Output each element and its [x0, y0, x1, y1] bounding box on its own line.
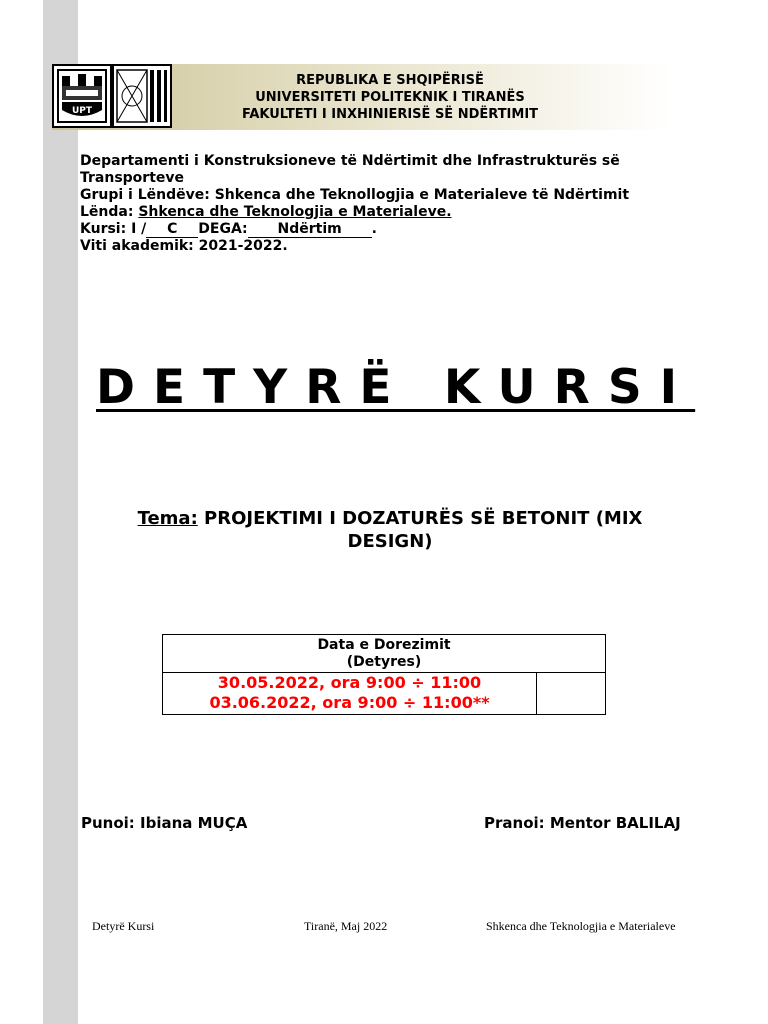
submission-header-title: Data e Dorezimit: [317, 637, 451, 653]
university-logo: [52, 64, 112, 128]
course-info: [80, 153, 680, 255]
header-faculty: FAKULTETI I INXHINIERISË SË NDËRTIMIT: [241, 107, 539, 122]
institution-header: [190, 72, 590, 123]
author-signature: Punoi: Ibiana MUÇA: [81, 814, 248, 832]
topic-text: PROJEKTIMI I DOZATURËS SË BETONIT (MIX DESIGN): [197, 508, 643, 552]
submission-dates: [163, 673, 537, 714]
subject-group: Grupi i Lëndëve: Shkenca dhe Teknollogjia e Materialeve të Ndërtimit: [80, 187, 630, 203]
submission-date-1: 30.05.2022, ora 9:00 ÷ 11:00: [217, 673, 482, 692]
castle-emblem-icon: [54, 66, 110, 126]
svg-text:UPT: UPT: [71, 106, 93, 116]
submission-header: [163, 635, 605, 673]
header-country: REPUBLIKA E SHQIPËRISË: [296, 73, 484, 88]
submission-table: [162, 634, 606, 715]
header-university: UNIVERSITETI POLITEKNIK I TIRANËS: [255, 90, 525, 105]
department-line-cont: Transporteve: [80, 170, 185, 186]
dega-value: Ndërtim: [248, 222, 372, 238]
subject-label: Lënda:: [80, 204, 139, 220]
subject-line: [80, 204, 680, 221]
course-value: C: [146, 222, 198, 238]
footer-right: Shkenca dhe Teknologjia e Materialeve: [486, 919, 676, 933]
academic-year: Viti akademik: 2021-2022.: [80, 238, 288, 254]
submission-date-2: 03.06.2022, ora 9:00 ÷ 11:00**: [209, 693, 490, 712]
building-frame-icon: [114, 66, 170, 126]
submission-header-sub: (Detyres): [346, 654, 422, 670]
mentor-signature: Pranoi: Mentor BALILAJ: [484, 814, 681, 832]
topic-label: Tema:: [137, 508, 198, 529]
page-margin-strip: [43, 0, 78, 1024]
course-label: Kursi: I /: [80, 221, 147, 237]
dega-label: DEGA:: [198, 221, 248, 237]
footer-center: Tiranë, Maj 2022: [304, 919, 388, 933]
topic: [110, 507, 670, 553]
subject-value: Shkenca dhe Teknologjia e Materialeve.: [138, 204, 452, 220]
course-line: Kursi: I / C DEGA: Ndërtim .: [80, 221, 377, 237]
faculty-logo: [112, 64, 172, 128]
footer-left: Detyrë Kursi: [92, 919, 155, 933]
page-title: DETYRË KURSI: [96, 360, 696, 415]
department-line: Departamenti i Konstruksioneve të Ndërtimit dhe Infrastrukturës së: [80, 153, 620, 169]
